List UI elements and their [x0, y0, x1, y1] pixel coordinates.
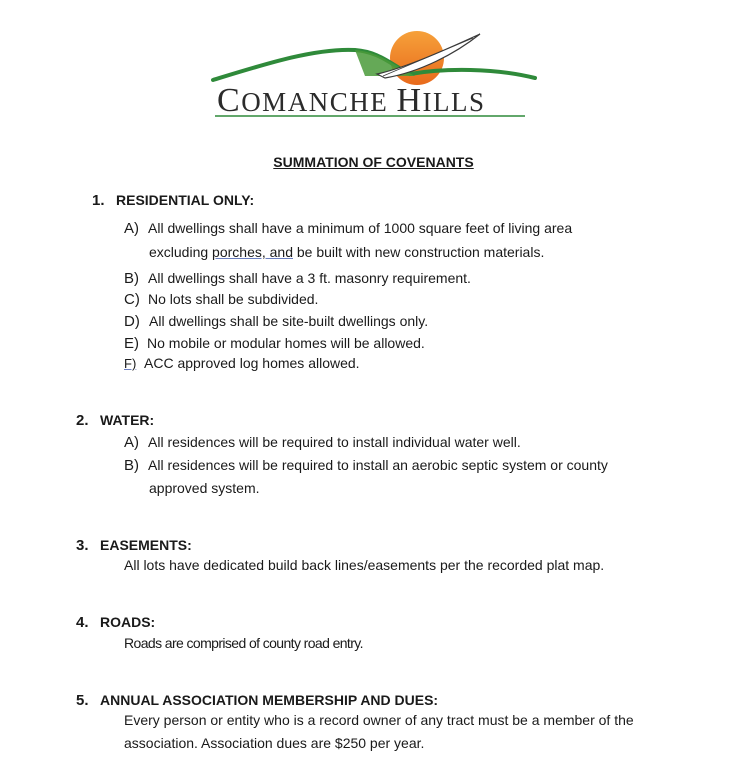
section-text: Roads are comprised of county road entry.: [124, 635, 363, 651]
list-item-continuation: approved system.: [149, 480, 260, 496]
comanche-hills-logo: [205, 28, 545, 128]
section-heading-dues: 5. ANNUAL ASSOCIATION MEMBERSHIP AND DUES:: [76, 692, 439, 709]
list-item: A) All dwellings shall have a minimum of 1000 square feet of living area: [124, 220, 573, 237]
section-text: All lots have dedicated build back lines/easements per the recorded plat map.: [124, 557, 605, 573]
document-title: SUMMATION OF COVENANTS: [273, 154, 474, 170]
list-item: B) All residences will be required to install an aerobic septic system or county: [124, 457, 608, 474]
list-item: C) No lots shall be subdivided.: [124, 291, 319, 308]
list-item: D) All dwellings shall be site-built dwellings only.: [124, 313, 429, 330]
list-item: A) All residences will be required to install individual water well.: [124, 434, 521, 451]
logo-wordmark: COMANCHE HILLS: [217, 82, 486, 119]
list-item: F) ACC approved log homes allowed.: [124, 355, 360, 371]
section-text: Every person or entity who is a record owner of any tract must be a member of the: [124, 712, 634, 728]
list-item: E) No mobile or modular homes will be allowed.: [124, 335, 425, 352]
list-item: B) All dwellings shall have a 3 ft. masonry requirement.: [124, 270, 471, 287]
section-text: association. Association dues are $250 per year.: [124, 735, 425, 751]
section-heading-residential: 1. RESIDENTIAL ONLY:: [92, 192, 255, 209]
section-heading-water: 2. WATER:: [76, 412, 155, 429]
section-heading-roads: 4. ROADS:: [76, 614, 156, 631]
list-item-continuation: excluding porches, and be built with new construction materials.: [149, 244, 545, 260]
section-heading-easements: 3. EASEMENTS:: [76, 537, 192, 554]
